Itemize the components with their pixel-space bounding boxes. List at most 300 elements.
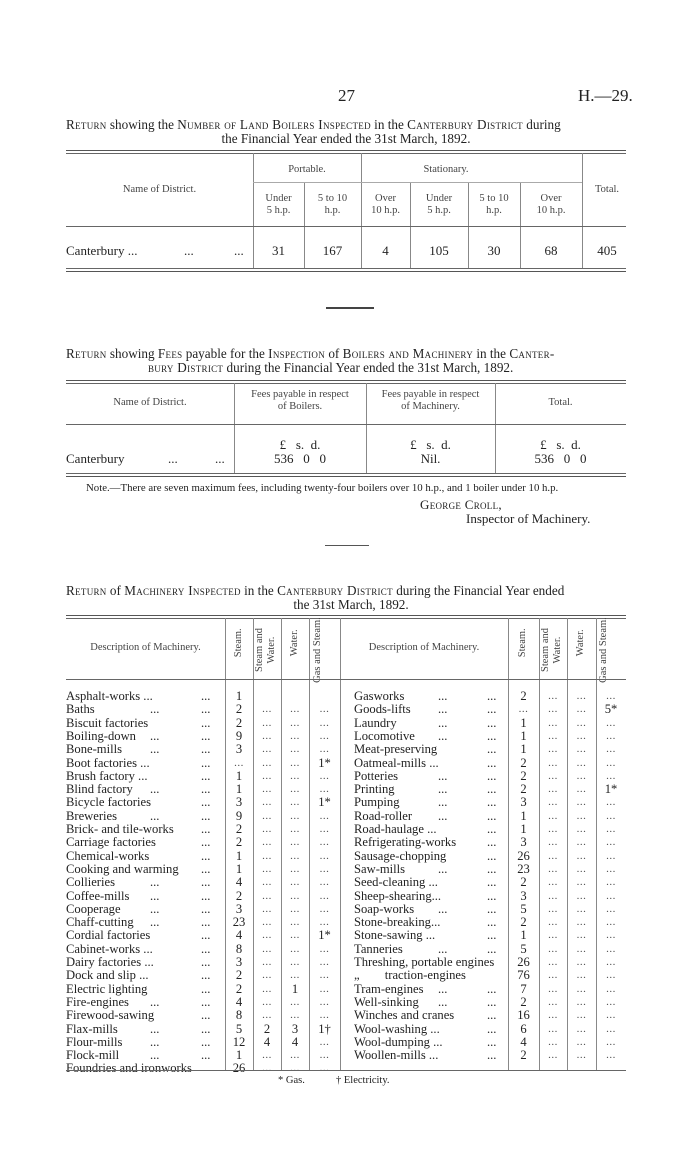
machinery-item-name: Cooperage bbox=[66, 901, 121, 916]
machinery-count: 3 bbox=[520, 795, 527, 810]
machinery-item-name: Collieries bbox=[66, 875, 115, 890]
currency-header: £ s. d. bbox=[540, 437, 581, 452]
machinery-item-name: Locomotive bbox=[354, 728, 415, 743]
leader-dots: ... bbox=[487, 822, 497, 836]
machinery-count: 16 bbox=[517, 1008, 530, 1023]
machinery-item-name: Wool-washing ... bbox=[354, 1021, 440, 1036]
fees-boilers-value: 536 0 0 bbox=[274, 451, 326, 466]
machinery-count: ... bbox=[290, 1009, 300, 1022]
leader-dots: ... bbox=[201, 1008, 211, 1023]
machinery-count: ... bbox=[262, 969, 272, 982]
currency-header: £ s. d. bbox=[410, 437, 451, 452]
machinery-item-name: Goods-lifts bbox=[354, 702, 411, 717]
title-text: in the bbox=[370, 117, 408, 132]
title-return: Return bbox=[66, 117, 107, 132]
machinery-count: 2 bbox=[235, 715, 243, 730]
leader-dots: ... bbox=[487, 715, 497, 730]
machinery-count: ... bbox=[548, 1035, 558, 1048]
machinery-item-name: Cordial factories bbox=[66, 928, 151, 943]
leader-dots: ... bbox=[201, 994, 211, 1009]
leader-dots: ... bbox=[150, 782, 160, 797]
machinery-item-name: Flock-mill bbox=[66, 1048, 120, 1063]
machinery-count: 2 bbox=[235, 835, 243, 850]
machinery-count: ... bbox=[262, 756, 272, 769]
boilers-value: 30 bbox=[487, 243, 501, 258]
machinery-count: ... bbox=[606, 836, 616, 849]
leader-dots: ... bbox=[487, 728, 497, 743]
machinery-count: ... bbox=[262, 1062, 272, 1075]
machinery-count: ... bbox=[548, 809, 558, 822]
machinery-count: ... bbox=[290, 849, 300, 862]
fees-name-header: Name of District. bbox=[113, 397, 187, 408]
machinery-count: 3 bbox=[520, 835, 527, 850]
machinery-count: ... bbox=[548, 690, 558, 702]
machinery-count: ... bbox=[548, 703, 558, 716]
fees-boilers-header: Fees payable in respect of Boilers. bbox=[251, 389, 349, 413]
leader-dots: ... bbox=[487, 981, 497, 996]
machinery-count: ... bbox=[262, 849, 272, 862]
machinery-count: ... bbox=[262, 929, 272, 942]
machinery-count: ... bbox=[576, 716, 587, 729]
machinery-count: ... bbox=[576, 889, 587, 902]
machinery-count: 2 bbox=[520, 994, 527, 1009]
machinery-count: ... bbox=[290, 902, 300, 915]
machinery-count: 1 bbox=[235, 689, 243, 703]
machinery-count: 2 bbox=[520, 1048, 527, 1063]
machinery-count: ... bbox=[606, 889, 616, 902]
machinery-count: 3 bbox=[520, 888, 527, 903]
machinery-item-name: Potteries bbox=[354, 768, 399, 783]
machinery-count: 1 bbox=[520, 928, 527, 943]
machinery-count: 1* bbox=[318, 795, 331, 810]
leader-dots: ... bbox=[201, 928, 211, 943]
machinery-count: ... bbox=[576, 729, 587, 742]
machinery-count: ... bbox=[290, 716, 300, 729]
machinery-count: ... bbox=[606, 982, 616, 995]
machinery-count: ... bbox=[262, 916, 272, 929]
machinery-count: ... bbox=[290, 796, 300, 809]
leader-dots: ... bbox=[168, 451, 178, 466]
machinery-count: 3 bbox=[235, 795, 243, 810]
machinery-item-name: Sheep-shearing... bbox=[354, 888, 442, 903]
machinery-count: 3 bbox=[235, 742, 243, 757]
machinery-item-name: Laundry bbox=[354, 715, 397, 730]
machinery-count: ... bbox=[262, 783, 272, 796]
section-divider bbox=[325, 545, 369, 546]
machinery-item-name: Blind factory bbox=[66, 782, 133, 797]
machinery-item-name: Wool-dumping ... bbox=[354, 1034, 443, 1049]
machinery-item-name: Chaff-cutting bbox=[66, 915, 134, 930]
machinery-count: ... bbox=[290, 703, 300, 716]
machinery-count: 1 bbox=[235, 768, 243, 783]
machinery-count: ... bbox=[319, 743, 330, 756]
machinery-count: 1 bbox=[520, 822, 527, 836]
leader-dots: ... bbox=[201, 1048, 211, 1063]
machinery-count: ... bbox=[606, 1022, 616, 1035]
machinery-count: ... bbox=[290, 729, 300, 742]
leader-dots: ... bbox=[201, 968, 211, 983]
machinery-count: ... bbox=[606, 876, 616, 889]
leader-dots: ... bbox=[487, 848, 497, 863]
sub-header: 5 to 10 h.p. bbox=[317, 193, 348, 217]
machinery-item-name: Coffee-mills bbox=[66, 888, 130, 903]
leader-dots: ... bbox=[487, 689, 497, 703]
currency-header: £ s. d. bbox=[279, 437, 321, 452]
leader-dots: ... bbox=[201, 875, 211, 890]
machinery-count: ... bbox=[262, 729, 272, 742]
title-text: showing the bbox=[106, 117, 178, 132]
machinery-count: ... bbox=[262, 862, 272, 875]
machinery-count: ... bbox=[576, 796, 587, 809]
sub-header: Over 10 h.p. bbox=[536, 193, 566, 217]
leader-dots: ... bbox=[201, 768, 211, 783]
footnote-electricity: † Electricity. bbox=[336, 1075, 390, 1086]
machinery-count: ... bbox=[548, 969, 558, 982]
machinery-count: ... bbox=[576, 982, 587, 995]
machinery-count: ... bbox=[319, 836, 330, 849]
machinery-count: ... bbox=[576, 743, 587, 756]
machinery-count: 2 bbox=[235, 822, 243, 836]
machinery-item-name: Bone-mills bbox=[66, 742, 122, 757]
machinery-count: ... bbox=[548, 849, 558, 862]
machinery-item-name: Carriage factories bbox=[66, 835, 156, 850]
machinery-count: ... bbox=[290, 995, 300, 1008]
leader-dots: ... bbox=[487, 888, 497, 903]
leader-dots: ... bbox=[487, 941, 497, 956]
machinery-count: ... bbox=[319, 729, 330, 742]
machinery-item-name: Refrigerating-works bbox=[354, 835, 457, 850]
leader-dots: ... bbox=[487, 994, 497, 1009]
machinery-item-name: Foundries and ironworks bbox=[66, 1061, 192, 1076]
machinery-item-name: Dairy factories ... bbox=[66, 955, 154, 969]
machinery-item-name: Threshing, portable engines bbox=[354, 955, 495, 969]
machinery-count: ... bbox=[576, 769, 587, 782]
machinery-count: ... bbox=[576, 690, 587, 702]
leader-dots: ... bbox=[201, 808, 211, 823]
machinery-count: ... bbox=[262, 942, 272, 955]
machinery-count: 4 bbox=[291, 1034, 299, 1049]
machinery-count: ... bbox=[290, 929, 300, 942]
leader-dots: ... bbox=[201, 822, 211, 836]
machinery-count: ... bbox=[262, 1009, 272, 1022]
leader-dots: ... bbox=[234, 243, 244, 258]
leader-dots: ... bbox=[438, 728, 448, 743]
machinery-count: ... bbox=[576, 836, 587, 849]
machinery-item-name: Brush factory ... bbox=[66, 768, 148, 783]
machinery-item-name: Soap-works bbox=[354, 901, 415, 916]
machinery-count: ... bbox=[319, 942, 330, 955]
machinery-count: ... bbox=[606, 929, 616, 942]
machinery-count: ... bbox=[290, 889, 300, 902]
machinery-count: ... bbox=[606, 823, 616, 835]
machinery-count: 1* bbox=[604, 782, 618, 797]
fees-title: Return showing Fees payable for the Inspection of Boilers and Machinery in the Canter- bury District during the Financial Year ended the 31st March, 1892. bbox=[66, 346, 555, 375]
machinery-count: ... bbox=[576, 849, 587, 862]
machinery-count: ... bbox=[319, 1009, 330, 1022]
sub-header: Under 5 h.p. bbox=[425, 193, 453, 217]
machinery-count: ... bbox=[576, 902, 587, 915]
page-reference: H.—29. bbox=[578, 86, 633, 105]
machinery-item-name: Flax-mills bbox=[66, 1021, 118, 1036]
col-header-gas-steam: Gas and Steam. bbox=[598, 617, 609, 683]
leader-dots: ... bbox=[150, 1048, 160, 1063]
leader-dots: ... bbox=[201, 901, 211, 916]
machinery-count: ... bbox=[548, 836, 558, 849]
machinery-count: ... bbox=[262, 902, 272, 915]
machinery-count: 2 bbox=[235, 888, 243, 903]
leader-dots: ... bbox=[201, 835, 211, 850]
machinery-count: 5* bbox=[604, 702, 618, 717]
machinery-count: ... bbox=[290, 756, 300, 769]
machinery-count: 26 bbox=[517, 955, 530, 969]
leader-dots: ... bbox=[150, 875, 160, 890]
leader-dots: ... bbox=[438, 782, 448, 797]
machinery-count: 1 bbox=[520, 808, 527, 823]
machinery-count: ... bbox=[262, 823, 272, 835]
machinery-count: ... bbox=[290, 942, 300, 955]
leader-dots: ... bbox=[438, 861, 448, 876]
machinery-count: 4 bbox=[235, 875, 243, 890]
leader-dots: ... bbox=[487, 835, 497, 850]
machinery-item-name: Tram-engines bbox=[354, 981, 424, 996]
machinery-count: ... bbox=[319, 876, 330, 889]
machinery-count: ... bbox=[290, 876, 300, 889]
machinery-count: ... bbox=[606, 902, 616, 915]
machinery-count: ... bbox=[548, 902, 558, 915]
leader-dots: ... bbox=[487, 861, 497, 876]
leader-dots: ... bbox=[201, 795, 211, 810]
fees-note: Note.—There are seven maximum fees, including twenty-four boilers over 10 h.p., and 1 boiler under 10 h.p. bbox=[86, 482, 559, 494]
leader-dots: ... bbox=[487, 782, 497, 797]
machinery-count: 1 bbox=[520, 715, 527, 730]
leader-dots: ... bbox=[150, 702, 160, 717]
leader-dots: ... bbox=[150, 808, 160, 823]
machinery-count: ... bbox=[576, 929, 587, 942]
machinery-count: ... bbox=[548, 783, 558, 796]
machinery-count: ... bbox=[290, 862, 300, 875]
machinery-count: 26 bbox=[232, 1061, 246, 1076]
leader-dots: ... bbox=[215, 451, 225, 466]
machinery-count: ... bbox=[606, 769, 616, 782]
leader-dots: ... bbox=[150, 728, 160, 743]
leader-dots: ... bbox=[150, 994, 160, 1009]
page-number: 27 bbox=[338, 86, 355, 105]
machinery-count: 4 bbox=[520, 1034, 527, 1049]
machinery-count: 5 bbox=[520, 941, 527, 956]
machinery-count: ... bbox=[606, 809, 616, 822]
machinery-count: 2 bbox=[520, 755, 527, 770]
machinery-count: ... bbox=[518, 703, 529, 716]
machinery-count: ... bbox=[548, 743, 558, 756]
machinery-count: ... bbox=[548, 1049, 558, 1062]
machinery-count: ... bbox=[576, 1035, 587, 1048]
machinery-count: 2 bbox=[520, 782, 527, 797]
machinery-count: ... bbox=[576, 862, 587, 875]
machinery-count: 1 bbox=[520, 742, 527, 757]
footnote-gas: * Gas. bbox=[278, 1075, 305, 1086]
leader-dots: ... bbox=[201, 742, 211, 757]
machinery-count: ... bbox=[548, 823, 558, 835]
machinery-count: 6 bbox=[520, 1021, 527, 1036]
leader-dots: ... bbox=[150, 901, 160, 916]
fees-district: Canterbury bbox=[66, 451, 125, 466]
boilers-value: 4 bbox=[382, 243, 389, 258]
machinery-count: 12 bbox=[232, 1034, 246, 1049]
machinery-count: ... bbox=[262, 809, 272, 822]
col-header-steam: Steam. bbox=[233, 628, 245, 658]
leader-dots: ... bbox=[438, 689, 448, 703]
machinery-count: ... bbox=[262, 836, 272, 849]
machinery-item-name: Flour-mills bbox=[66, 1034, 123, 1049]
machinery-item-name: Cooking and warming bbox=[66, 861, 179, 876]
machinery-count: ... bbox=[290, 916, 300, 929]
title-text: during bbox=[522, 117, 561, 132]
machinery-count: ... bbox=[606, 796, 616, 809]
machinery-count: ... bbox=[319, 809, 330, 822]
machinery-count: ... bbox=[576, 969, 587, 982]
fees-machinery-value: Nil. bbox=[420, 451, 441, 466]
machinery-count: ... bbox=[262, 1049, 272, 1062]
section-divider bbox=[326, 307, 374, 309]
machinery-count: 76 bbox=[517, 968, 530, 983]
machinery-count: ... bbox=[234, 756, 244, 769]
machinery-item-name: Oatmeal-mills ... bbox=[354, 755, 439, 770]
machinery-count: ... bbox=[290, 769, 300, 782]
sub-header: Under 5 h.p. bbox=[265, 193, 292, 217]
machinery-count: ... bbox=[290, 743, 300, 756]
leader-dots: ... bbox=[201, 728, 211, 743]
machinery-count: ... bbox=[319, 902, 330, 915]
machinery-item-name: Stone-sawing ... bbox=[354, 928, 436, 943]
machinery-count: 2 bbox=[520, 875, 527, 890]
machinery-item-name: Seed-cleaning ... bbox=[354, 875, 438, 890]
machinery-item-name: Well-sinking bbox=[354, 994, 419, 1009]
machinery-count: ... bbox=[319, 956, 330, 968]
leader-dots: ... bbox=[487, 1008, 497, 1023]
leader-dots: ... bbox=[487, 1021, 497, 1036]
machinery-count: ... bbox=[290, 956, 300, 968]
machinery-item-name: Firewood-sawing bbox=[66, 1008, 155, 1023]
leader-dots: ... bbox=[201, 941, 211, 956]
leader-dots: ... bbox=[184, 243, 194, 258]
machinery-count: ... bbox=[576, 916, 587, 929]
total-header: Total. bbox=[594, 184, 620, 195]
leader-dots: ... bbox=[487, 742, 497, 757]
machinery-count: ... bbox=[262, 743, 272, 756]
title-line-2: the Financial Year ended the 31st March, 1892. bbox=[221, 131, 471, 146]
leader-dots: ... bbox=[487, 915, 497, 930]
leader-dots: ... bbox=[487, 702, 497, 717]
machinery-count: ... bbox=[576, 1022, 587, 1035]
machinery-count: ... bbox=[548, 756, 558, 769]
machinery-count: ... bbox=[548, 889, 558, 902]
machinery-count: ... bbox=[576, 876, 587, 889]
machinery-item-name: Electric lighting bbox=[66, 981, 148, 996]
machinery-count: 2 bbox=[520, 768, 527, 783]
leader-dots: ... bbox=[201, 782, 211, 797]
machinery-item-name: Meat-preserving bbox=[354, 742, 438, 757]
machinery-count: ... bbox=[319, 1049, 330, 1062]
leader-dots: ... bbox=[201, 702, 211, 717]
machinery-count: ... bbox=[576, 995, 587, 1008]
machinery-count: ... bbox=[548, 942, 558, 955]
machinery-count: ... bbox=[606, 690, 616, 702]
machinery-count: 4 bbox=[235, 928, 243, 943]
boilers-total: 405 bbox=[597, 243, 617, 258]
machinery-count: ... bbox=[576, 823, 587, 835]
machinery-item-name: Tanneries bbox=[354, 941, 403, 956]
machinery-count: ... bbox=[606, 743, 616, 756]
leader-dots: ... bbox=[201, 981, 211, 996]
machinery-count: 26 bbox=[517, 848, 530, 863]
leader-dots: ... bbox=[487, 755, 497, 770]
machinery-count: 2 bbox=[263, 1021, 271, 1036]
machinery-count: ... bbox=[548, 876, 558, 889]
machinery-count: ... bbox=[576, 703, 587, 716]
machinery-item-name: Dock and slip ... bbox=[66, 968, 149, 983]
machinery-count: ... bbox=[319, 823, 330, 835]
machinery-count: ... bbox=[290, 1049, 300, 1062]
leader-dots: ... bbox=[487, 928, 497, 943]
machinery-count: 3 bbox=[235, 955, 243, 969]
leader-dots: ... bbox=[150, 1034, 160, 1049]
machinery-item-name: Breweries bbox=[66, 808, 118, 823]
machinery-item-name: Brick- and tile-works bbox=[66, 822, 174, 836]
machinery-item-name: Stone-breaking... bbox=[354, 915, 441, 930]
machinery-count: ... bbox=[262, 703, 272, 716]
machinery-item-name: Cabinet-works ... bbox=[66, 941, 153, 956]
col-header-steam-water: Steam and Water. bbox=[254, 627, 277, 673]
signature-name: George Croll, bbox=[420, 497, 502, 512]
title-sc: Canterbury District bbox=[407, 117, 523, 132]
machinery-count: 3 bbox=[291, 1021, 299, 1036]
machinery-count: ... bbox=[576, 956, 587, 968]
machinery-desc-header: Description of Machinery. bbox=[368, 642, 480, 653]
machinery-count: ... bbox=[290, 783, 300, 796]
leader-dots: ... bbox=[438, 768, 448, 783]
boilers-district: Canterbury ... bbox=[66, 243, 138, 258]
machinery-count: ... bbox=[548, 982, 558, 995]
machinery-count: ... bbox=[319, 783, 330, 796]
machinery-count: ... bbox=[606, 1035, 616, 1048]
machinery-count: ... bbox=[290, 809, 300, 822]
machinery-count: 2 bbox=[520, 689, 527, 703]
machinery-item-name: Saw-mills bbox=[354, 861, 406, 876]
leader-dots: ... bbox=[438, 981, 448, 996]
machinery-count: ... bbox=[319, 849, 330, 862]
boilers-value: 68 bbox=[544, 243, 558, 258]
leader-dots: ... bbox=[201, 1021, 211, 1036]
machinery-count: ... bbox=[262, 995, 272, 1008]
machinery-count: ... bbox=[319, 995, 330, 1008]
fees-total-header: Total. bbox=[548, 397, 573, 408]
leader-dots: ... bbox=[487, 1048, 497, 1063]
machinery-count: 1† bbox=[318, 1021, 331, 1036]
machinery-count: ... bbox=[548, 995, 558, 1008]
machinery-count: ... bbox=[606, 756, 616, 769]
leader-dots: ... bbox=[150, 742, 160, 757]
machinery-count: ... bbox=[319, 982, 330, 995]
machinery-count: ... bbox=[290, 823, 300, 835]
machinery-count: ... bbox=[606, 849, 616, 862]
machinery-title: Return of Machinery Inspected in the Canterbury District during the Financial Year ended the 31st March, 1892. bbox=[66, 583, 565, 612]
machinery-count: 3 bbox=[235, 901, 243, 916]
machinery-count: 2 bbox=[520, 915, 527, 930]
col-header-steam-water: Steam and Water. bbox=[540, 627, 563, 673]
machinery-item-name: Asphalt-works ... bbox=[66, 689, 153, 703]
machinery-count: 7 bbox=[520, 981, 527, 996]
portable-header: Portable. bbox=[288, 164, 326, 175]
